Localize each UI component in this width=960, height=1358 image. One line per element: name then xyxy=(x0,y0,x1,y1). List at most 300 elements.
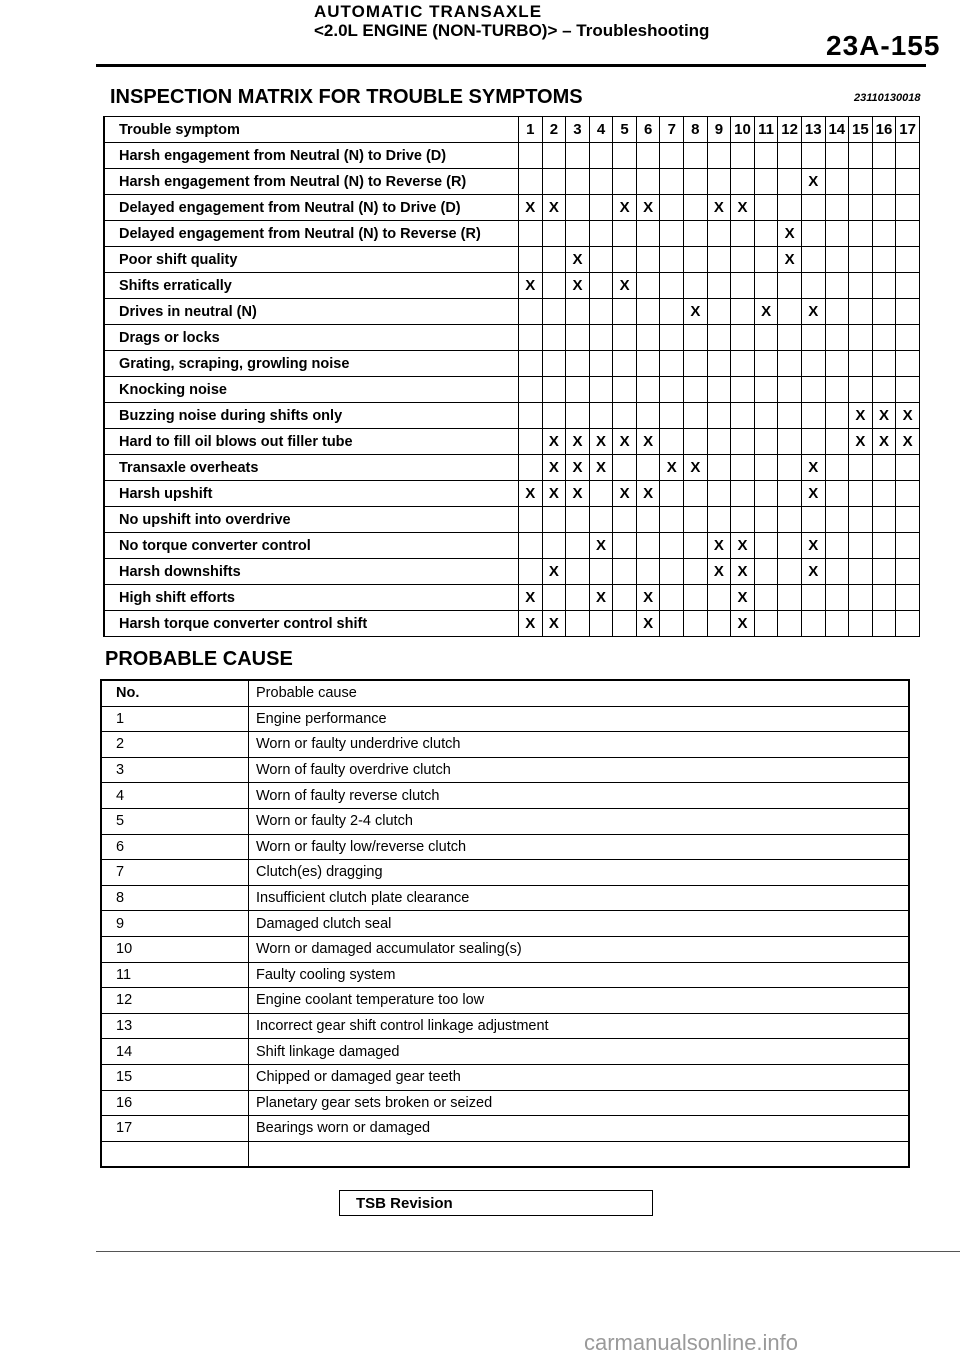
matrix-cell xyxy=(872,585,896,611)
matrix-cell xyxy=(778,455,802,481)
matrix-cell xyxy=(519,507,543,533)
matrix-cell: X xyxy=(519,585,543,611)
table-row xyxy=(104,221,920,247)
matrix-cell xyxy=(849,325,873,351)
cause-number: 1 xyxy=(101,706,249,732)
matrix-cell xyxy=(566,299,590,325)
trouble-symptom: Grating, scraping, growling noise xyxy=(104,351,519,377)
trouble-symptom: Buzzing noise during shifts only xyxy=(104,403,519,429)
trouble-symptom-header: Trouble symptom xyxy=(104,117,519,143)
matrix-cell xyxy=(825,585,849,611)
matrix-cell xyxy=(636,247,660,273)
matrix-cell xyxy=(778,559,802,585)
matrix-column-header: 13 xyxy=(801,117,825,143)
matrix-cell xyxy=(660,195,684,221)
cause-header-row xyxy=(101,680,909,706)
matrix-cell xyxy=(707,299,731,325)
matrix-cell: X xyxy=(801,455,825,481)
matrix-column-header: 11 xyxy=(754,117,778,143)
matrix-cell: X xyxy=(872,403,896,429)
matrix-cell xyxy=(896,273,920,299)
matrix-cell xyxy=(825,221,849,247)
matrix-cell xyxy=(589,377,613,403)
matrix-cell xyxy=(707,351,731,377)
matrix-cell xyxy=(542,299,566,325)
matrix-cell xyxy=(849,351,873,377)
matrix-cell xyxy=(684,585,708,611)
matrix-cell xyxy=(849,273,873,299)
cause-row xyxy=(101,911,909,937)
table-row xyxy=(104,455,920,481)
trouble-symptom: Delayed engagement from Neutral (N) to Reverse (R) xyxy=(104,221,519,247)
matrix-cell: X xyxy=(849,429,873,455)
cause-row xyxy=(101,988,909,1014)
trouble-symptom: Harsh engagement from Neutral (N) to Reverse (R) xyxy=(104,169,519,195)
matrix-column-header: 5 xyxy=(613,117,637,143)
matrix-cell xyxy=(825,299,849,325)
matrix-cell xyxy=(566,221,590,247)
matrix-cell: X xyxy=(731,585,755,611)
matrix-cell xyxy=(896,143,920,169)
header-subtitle: <2.0L ENGINE (NON-TURBO)> – Troubleshooting xyxy=(314,21,710,40)
matrix-cell xyxy=(896,221,920,247)
matrix-cell xyxy=(849,299,873,325)
matrix-cell xyxy=(801,143,825,169)
matrix-cell xyxy=(636,559,660,585)
matrix-cell xyxy=(589,325,613,351)
matrix-cell xyxy=(684,533,708,559)
matrix-cell: X xyxy=(872,429,896,455)
matrix-cell xyxy=(872,325,896,351)
matrix-cell xyxy=(660,507,684,533)
table-row xyxy=(104,585,920,611)
document-code: 23110130018 xyxy=(854,92,921,104)
matrix-cell xyxy=(778,403,802,429)
matrix-cell xyxy=(684,351,708,377)
matrix-cell xyxy=(849,169,873,195)
matrix-cell xyxy=(754,377,778,403)
matrix-cell xyxy=(872,455,896,481)
matrix-cell xyxy=(636,455,660,481)
cause-text: Engine performance xyxy=(249,706,910,732)
cause-text: Planetary gear sets broken or seized xyxy=(249,1090,910,1116)
matrix-cell xyxy=(660,273,684,299)
cause-text: Worn or faulty underdrive clutch xyxy=(249,732,910,758)
trouble-symptom: Harsh upshift xyxy=(104,481,519,507)
matrix-cell xyxy=(825,403,849,429)
matrix-cell xyxy=(613,169,637,195)
trouble-symptom: No torque converter control xyxy=(104,533,519,559)
matrix-cell xyxy=(566,143,590,169)
matrix-cell xyxy=(542,143,566,169)
matrix-cell: X xyxy=(707,195,731,221)
matrix-cell: X xyxy=(707,559,731,585)
matrix-cell: X xyxy=(896,403,920,429)
matrix-cell xyxy=(825,429,849,455)
watermark: carmanualsonline.info xyxy=(584,1330,799,1355)
matrix-cell xyxy=(825,325,849,351)
empty-cell xyxy=(101,1141,249,1167)
matrix-cell xyxy=(519,221,543,247)
matrix-cell xyxy=(849,247,873,273)
matrix-cell xyxy=(825,143,849,169)
cause-row xyxy=(101,834,909,860)
matrix-cell xyxy=(896,481,920,507)
matrix-cell xyxy=(589,143,613,169)
matrix-cell xyxy=(801,507,825,533)
matrix-cell xyxy=(731,169,755,195)
matrix-cell: X xyxy=(519,481,543,507)
trouble-symptom: Hard to fill oil blows out filler tube xyxy=(104,429,519,455)
cause-number: 3 xyxy=(101,757,249,783)
cause-number: 9 xyxy=(101,911,249,937)
page-number: 23A-155 xyxy=(826,30,941,61)
matrix-cell xyxy=(778,611,802,637)
cause-row xyxy=(101,860,909,886)
cause-row xyxy=(101,936,909,962)
matrix-cell: X xyxy=(849,403,873,429)
matrix-cell xyxy=(849,481,873,507)
matrix-cell xyxy=(754,507,778,533)
trouble-symptom: Harsh engagement from Neutral (N) to Drive (D) xyxy=(104,143,519,169)
matrix-cell xyxy=(636,221,660,247)
matrix-cell xyxy=(754,481,778,507)
cause-text: Faulty cooling system xyxy=(249,962,910,988)
matrix-cell xyxy=(754,351,778,377)
cause-text: Worn of faulty overdrive clutch xyxy=(249,757,910,783)
matrix-cell: X xyxy=(684,455,708,481)
cause-text: Incorrect gear shift control linkage adjustment xyxy=(249,1013,910,1039)
table-row xyxy=(104,299,920,325)
matrix-cell xyxy=(896,585,920,611)
matrix-cell: X xyxy=(801,559,825,585)
table-row xyxy=(104,533,920,559)
matrix-cell xyxy=(636,299,660,325)
matrix-column-header: 16 xyxy=(872,117,896,143)
matrix-cell xyxy=(589,611,613,637)
matrix-cell xyxy=(613,559,637,585)
matrix-cell xyxy=(707,247,731,273)
matrix-cell xyxy=(825,273,849,299)
matrix-cell xyxy=(613,351,637,377)
matrix-cell xyxy=(731,481,755,507)
matrix-cell: X xyxy=(566,247,590,273)
matrix-column-header: 3 xyxy=(566,117,590,143)
cause-text: Worn or faulty low/reverse clutch xyxy=(249,834,910,860)
matrix-cell xyxy=(519,325,543,351)
matrix-cell xyxy=(589,169,613,195)
table-row xyxy=(104,429,920,455)
matrix-cell xyxy=(801,377,825,403)
matrix-cell xyxy=(849,455,873,481)
matrix-cell xyxy=(566,585,590,611)
matrix-column-header: 6 xyxy=(636,117,660,143)
cause-text: Damaged clutch seal xyxy=(249,911,910,937)
matrix-cell xyxy=(519,429,543,455)
matrix-cell: X xyxy=(613,273,637,299)
matrix-cell xyxy=(778,507,802,533)
matrix-cell xyxy=(707,273,731,299)
matrix-cell xyxy=(519,143,543,169)
matrix-cell xyxy=(825,195,849,221)
table-row xyxy=(104,247,920,273)
matrix-cell xyxy=(684,195,708,221)
matrix-cell xyxy=(589,247,613,273)
matrix-column-header: 10 xyxy=(731,117,755,143)
cause-number: 16 xyxy=(101,1090,249,1116)
cause-number: 12 xyxy=(101,988,249,1014)
matrix-cell xyxy=(636,325,660,351)
trouble-symptom: Harsh downshifts xyxy=(104,559,519,585)
matrix-cell: X xyxy=(801,299,825,325)
matrix-cell xyxy=(849,559,873,585)
matrix-cell xyxy=(566,377,590,403)
matrix-cell xyxy=(542,351,566,377)
table-row xyxy=(104,351,920,377)
cause-number: 6 xyxy=(101,834,249,860)
cause-number: 14 xyxy=(101,1039,249,1065)
matrix-cell xyxy=(778,325,802,351)
cause-row xyxy=(101,1116,909,1142)
matrix-cell xyxy=(636,507,660,533)
matrix-cell xyxy=(778,429,802,455)
matrix-cell xyxy=(542,221,566,247)
matrix-cell: X xyxy=(542,429,566,455)
matrix-cell xyxy=(684,403,708,429)
matrix-cell xyxy=(613,507,637,533)
matrix-cell: X xyxy=(801,481,825,507)
table-row xyxy=(104,481,920,507)
matrix-cell xyxy=(896,247,920,273)
matrix-cell xyxy=(660,247,684,273)
matrix-cell: X xyxy=(566,481,590,507)
matrix-cell xyxy=(754,325,778,351)
matrix-cell xyxy=(684,169,708,195)
matrix-body xyxy=(104,143,920,637)
matrix-cell xyxy=(825,611,849,637)
matrix-cell xyxy=(542,403,566,429)
matrix-cell xyxy=(825,533,849,559)
matrix-cell xyxy=(896,195,920,221)
matrix-cell xyxy=(636,351,660,377)
matrix-cell xyxy=(566,611,590,637)
matrix-cell xyxy=(778,169,802,195)
matrix-cell xyxy=(519,559,543,585)
matrix-cell xyxy=(542,169,566,195)
matrix-cell: X xyxy=(707,533,731,559)
matrix-cell xyxy=(754,195,778,221)
matrix-cell: X xyxy=(566,429,590,455)
matrix-cell xyxy=(849,221,873,247)
empty-cell xyxy=(249,1141,910,1167)
matrix-cell xyxy=(566,507,590,533)
matrix-cell xyxy=(660,221,684,247)
matrix-cell xyxy=(589,507,613,533)
cause-row xyxy=(101,1013,909,1039)
matrix-cell xyxy=(801,195,825,221)
cause-text: Chipped or damaged gear teeth xyxy=(249,1064,910,1090)
matrix-cell xyxy=(731,429,755,455)
matrix-cell xyxy=(542,377,566,403)
matrix-cell xyxy=(613,247,637,273)
matrix-cell xyxy=(872,533,896,559)
matrix-cell xyxy=(589,221,613,247)
header-section-title: AUTOMATIC TRANSAXLE xyxy=(314,2,543,21)
matrix-column-header: 12 xyxy=(778,117,802,143)
cause-body xyxy=(101,680,909,1167)
matrix-cell xyxy=(896,533,920,559)
matrix-cell xyxy=(684,143,708,169)
cause-text: Worn of faulty reverse clutch xyxy=(249,783,910,809)
matrix-cell xyxy=(566,169,590,195)
matrix-cell: X xyxy=(636,195,660,221)
matrix-cell xyxy=(849,143,873,169)
cause-number: 13 xyxy=(101,1013,249,1039)
trouble-symptom: High shift efforts xyxy=(104,585,519,611)
matrix-cell xyxy=(660,429,684,455)
matrix-cell xyxy=(707,481,731,507)
matrix-cell xyxy=(896,169,920,195)
cause-number: 11 xyxy=(101,962,249,988)
matrix-cell xyxy=(849,195,873,221)
cause-number: 2 xyxy=(101,732,249,758)
matrix-cell xyxy=(754,559,778,585)
matrix-cell: X xyxy=(731,559,755,585)
matrix-header-row xyxy=(104,117,920,143)
matrix-cell xyxy=(519,169,543,195)
matrix-cell xyxy=(731,455,755,481)
matrix-cell xyxy=(589,559,613,585)
matrix-cell xyxy=(731,273,755,299)
matrix-cell xyxy=(566,403,590,429)
matrix-cell xyxy=(613,455,637,481)
matrix-cell xyxy=(896,299,920,325)
matrix-cell: X xyxy=(636,429,660,455)
matrix-cell xyxy=(707,611,731,637)
matrix-cell xyxy=(636,273,660,299)
matrix-cell xyxy=(778,299,802,325)
matrix-cell: X xyxy=(613,429,637,455)
matrix-cell xyxy=(754,169,778,195)
matrix-cell xyxy=(519,299,543,325)
matrix-cell: X xyxy=(613,195,637,221)
matrix-cell xyxy=(613,299,637,325)
matrix-cell xyxy=(660,585,684,611)
matrix-cell xyxy=(589,195,613,221)
trouble-symptom: Poor shift quality xyxy=(104,247,519,273)
matrix-cell: X xyxy=(566,273,590,299)
matrix-cell xyxy=(660,559,684,585)
matrix-cell xyxy=(636,143,660,169)
matrix-cell xyxy=(707,169,731,195)
matrix-column-header: 14 xyxy=(825,117,849,143)
matrix-cell xyxy=(778,533,802,559)
matrix-cell xyxy=(754,455,778,481)
cause-number: 17 xyxy=(101,1116,249,1142)
matrix-cell xyxy=(660,143,684,169)
matrix-cell xyxy=(731,377,755,403)
tsb-revision-box: TSB Revision xyxy=(339,1190,653,1216)
cause-empty-row xyxy=(101,1141,909,1167)
matrix-cell xyxy=(778,351,802,377)
matrix-cell xyxy=(896,325,920,351)
matrix-cell xyxy=(849,585,873,611)
matrix-cell xyxy=(896,559,920,585)
matrix-cell xyxy=(589,351,613,377)
matrix-cell xyxy=(754,533,778,559)
inspection-matrix-table xyxy=(103,116,920,637)
matrix-cell: X xyxy=(589,455,613,481)
matrix-cell xyxy=(754,429,778,455)
matrix-cell xyxy=(801,403,825,429)
cause-text: Clutch(es) dragging xyxy=(249,860,910,886)
matrix-cell xyxy=(660,299,684,325)
matrix-cell xyxy=(731,299,755,325)
cause-row xyxy=(101,757,909,783)
inspection-matrix-title: INSPECTION MATRIX FOR TROUBLE SYMPTOMS xyxy=(110,86,583,108)
matrix-cell xyxy=(542,325,566,351)
matrix-cell: X xyxy=(542,481,566,507)
matrix-cell xyxy=(849,507,873,533)
matrix-cell xyxy=(778,377,802,403)
matrix-cell xyxy=(872,221,896,247)
matrix-cell xyxy=(613,377,637,403)
matrix-cell xyxy=(613,533,637,559)
matrix-cell xyxy=(707,429,731,455)
matrix-cell xyxy=(872,611,896,637)
matrix-cell xyxy=(872,351,896,377)
matrix-cell xyxy=(872,143,896,169)
matrix-cell xyxy=(754,247,778,273)
matrix-cell xyxy=(754,221,778,247)
matrix-cell xyxy=(731,143,755,169)
matrix-cell xyxy=(636,377,660,403)
matrix-cell xyxy=(896,507,920,533)
matrix-cell xyxy=(519,403,543,429)
matrix-cell: X xyxy=(636,611,660,637)
matrix-cell xyxy=(731,507,755,533)
matrix-cell: X xyxy=(636,585,660,611)
matrix-cell xyxy=(778,481,802,507)
matrix-cell xyxy=(684,507,708,533)
matrix-cell: X xyxy=(731,195,755,221)
matrix-cell: X xyxy=(566,455,590,481)
matrix-cell xyxy=(684,325,708,351)
matrix-cell: X xyxy=(542,559,566,585)
table-row xyxy=(104,195,920,221)
matrix-cell xyxy=(519,455,543,481)
matrix-cell xyxy=(778,585,802,611)
matrix-cell xyxy=(731,351,755,377)
cause-text: Shift linkage damaged xyxy=(249,1039,910,1065)
cause-text: Bearings worn or damaged xyxy=(249,1116,910,1142)
matrix-cell xyxy=(801,221,825,247)
matrix-cell xyxy=(896,377,920,403)
matrix-cell xyxy=(660,533,684,559)
matrix-cell xyxy=(849,611,873,637)
cause-text: Insufficient clutch plate clearance xyxy=(249,885,910,911)
table-row xyxy=(104,403,920,429)
cause-row xyxy=(101,732,909,758)
matrix-cell xyxy=(707,377,731,403)
trouble-symptom: Harsh torque converter control shift xyxy=(104,611,519,637)
matrix-cell xyxy=(731,221,755,247)
trouble-symptom: No upshift into overdrive xyxy=(104,507,519,533)
footer-divider xyxy=(96,1251,960,1252)
cause-number: 7 xyxy=(101,860,249,886)
matrix-cell xyxy=(754,585,778,611)
cause-no-header: No. xyxy=(101,680,249,706)
